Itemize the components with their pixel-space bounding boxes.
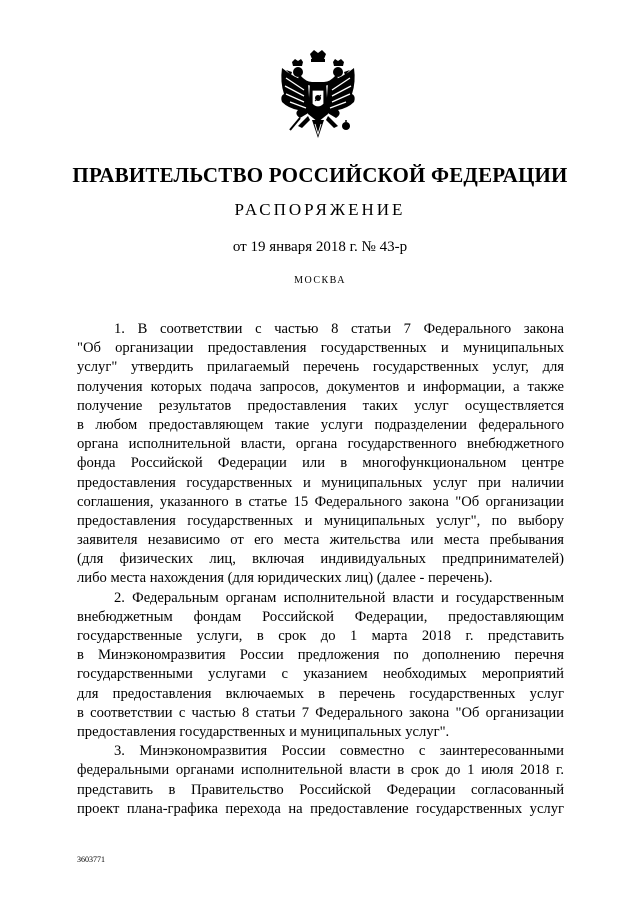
paragraph-line: заявителя независимо от его места жительства или места пребывания (77, 532, 564, 549)
document-code: 3603771 (77, 855, 105, 864)
paragraph-line: для предоставления включаемых в перечень государственных услуг (77, 685, 564, 702)
paragraph-line: 3. Минэкономразвития России совместно с заинтересованными (114, 743, 564, 760)
paragraph-line: либо места нахождения (для юридических лиц) (далее - перечень). (77, 570, 493, 587)
paragraph-line: проект плана-графика перехода на предоставление государственных услуг (77, 800, 564, 817)
paragraph-line: представить в Правительство Российской Федерации согласованный (77, 781, 564, 798)
paragraph-line: в Минэкономразвития России предложения по дополнению перечня (77, 647, 564, 664)
paragraph-line: предоставления государственных и муниципальных услуг". (77, 723, 450, 740)
paragraph-line: "Об организации предоставления государственных и муниципальных (77, 340, 564, 357)
coat-of-arms-icon (270, 48, 366, 144)
paragraph-line: 1. В соответствии с частью 8 статьи 7 Федерального закона (114, 321, 564, 337)
document-type: РАСПОРЯЖЕНИЕ (234, 200, 406, 219)
paragraph-line: государственными услугами с указанием необходимых мероприятий (77, 666, 564, 683)
paragraph-line: (для физических лиц, включая индивидуальных предпринимателей) (77, 551, 564, 568)
paragraph-line: услуг" утвердить прилагаемый перечень государственных услуг, для (77, 359, 564, 376)
document-city: МОСКВА (294, 275, 346, 286)
government-title: ПРАВИТЕЛЬСТВО РОССИЙСКОЙ ФЕДЕРАЦИИ (72, 163, 568, 187)
paragraph-line: получения которых подача запросов, документов и информации, а также (77, 378, 564, 395)
paragraph-line: фонда Российской Федерации или в многофункциональном центре (77, 455, 564, 472)
paragraph-line: внебюджетным фондам Российской Федерации, предоставляющим (77, 608, 564, 625)
paragraph-line: государственные услуги, в срок до 1 марта 2018 г. представить (77, 628, 564, 644)
paragraph-line: в соответствии с частью 8 статьи 7 Федерального закона "Об организации (77, 704, 564, 721)
paragraph-line: 2. Федеральным органам исполнительной власти и государственным (114, 589, 564, 606)
paragraph-line: в любом предоставляющем такие услуги подразделении федерального (77, 416, 564, 433)
paragraph-line: предоставления государственных и муниципальных услуг", по выбору (77, 512, 564, 529)
paragraph-line: получение результатов предоставления таких услуг осуществляется (77, 397, 564, 414)
document-date-number: от 19 января 2018 г. № 43-р (232, 239, 408, 255)
paragraph-line: федеральными органами исполнительной власти в срок до 1 июля 2018 г. (77, 762, 564, 779)
paragraph-line: органа исполнительной власти, органа государственного внебюджетного (77, 436, 564, 453)
document-body (77, 320, 564, 819)
paragraph-line: соглашения, указанного в статье 15 Федерального закона "Об организации (77, 493, 564, 510)
paragraph-line: предоставления государственных и муниципальных услуг при наличии (77, 474, 564, 491)
